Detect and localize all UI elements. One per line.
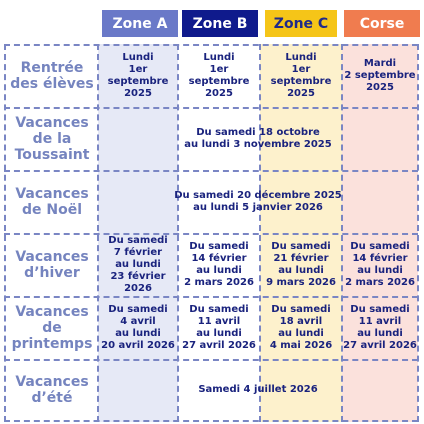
cell-hiver-zone-a: Du samedi 7 février au lundi 23 février 2026: [108, 235, 168, 294]
cell-rentree-zone-a: Lundi 1er septembre 2025: [107, 52, 169, 99]
row-label-toussaint: Vacances de la Toussaint: [14, 115, 90, 163]
zone-c-header: Zone C: [265, 10, 337, 37]
cell-printemps-corse: Du samedi 11 avril au lundi 27 avril 2026: [343, 304, 417, 351]
cell-toussaint-all-zones: Du samedi 18 octobre au lundi 3 novembre 2025: [184, 127, 332, 150]
cell-rentree-zone-b: Lundi 1er septembre 2025: [188, 52, 250, 99]
row-label-printemps: Vacances de printemps: [11, 304, 93, 352]
cell-hiver-zone-b: Du samedi 14 février au lundi 2 mars 2026: [184, 241, 254, 288]
cell-printemps-zone-b: Du samedi 11 avril au lundi 27 avril 2026: [182, 304, 256, 351]
cell-rentree-corse: Mardi 2 septembre 2025: [344, 58, 416, 93]
cell-hiver-zone-c: Du samedi 21 février au lundi 9 mars 2026: [266, 241, 336, 288]
cell-printemps-zone-a: Du samedi 4 avril au lundi 20 avril 2026: [101, 304, 175, 351]
row-label-ete: Vacances d’été: [15, 374, 89, 406]
cell-hiver-corse: Du samedi 14 février au lundi 2 mars 2026: [345, 241, 415, 288]
cell-rentree-zone-c: Lundi 1er septembre 2025: [270, 52, 332, 99]
zone-a-header: Zone A: [102, 10, 178, 37]
zone-b-header: Zone B: [182, 10, 258, 37]
cell-ete-all-zones: Samedi 4 juillet 2026: [198, 384, 318, 395]
cell-printemps-zone-c: Du samedi 18 avril au lundi 4 mai 2026: [269, 304, 333, 351]
corse-header: Corse: [344, 10, 420, 37]
row-label-rentree: Rentrée des élèves: [10, 60, 94, 92]
row-label-noel: Vacances de Noël: [15, 186, 89, 218]
row-label-hiver: Vacances d’hiver: [15, 249, 89, 281]
row-divider: [4, 420, 418, 422]
cell-noel-all-zones: Du samedi 20 décembre 2025 au lundi 5 janvier 2026: [174, 190, 342, 213]
